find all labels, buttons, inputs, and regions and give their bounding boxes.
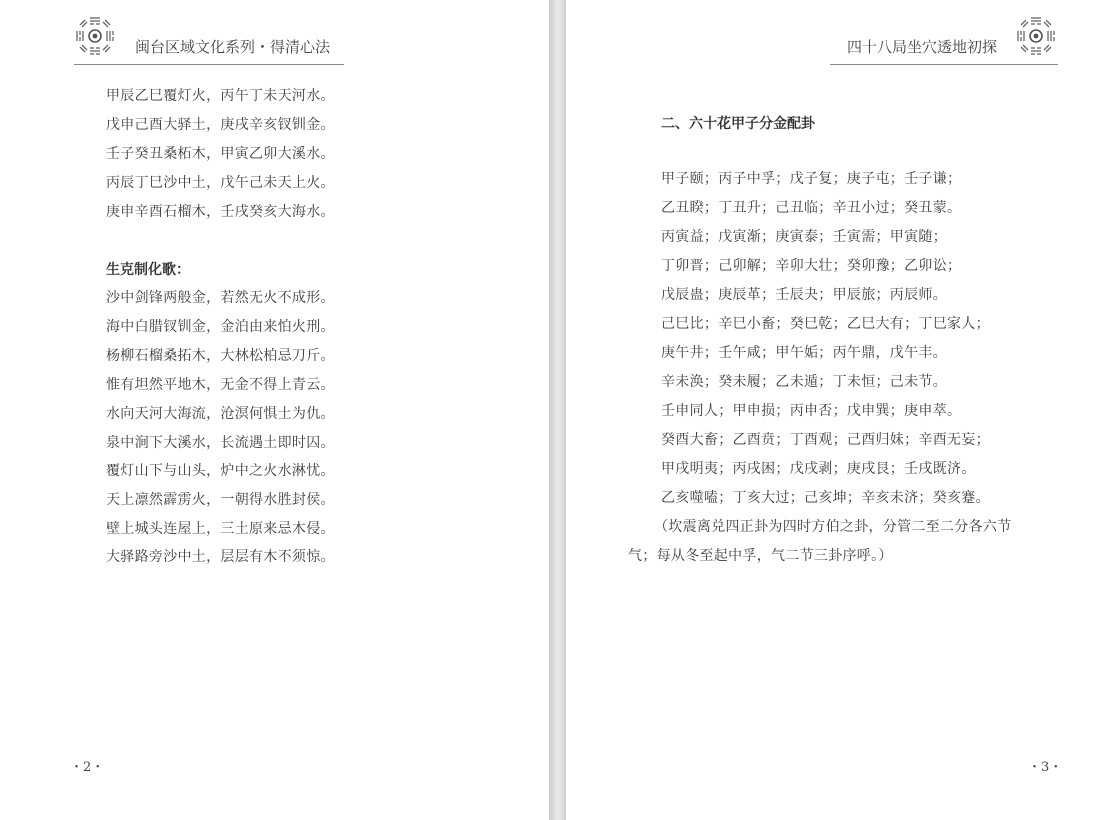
hexagram-line: 乙丑睽；丁丑升；己丑临；辛丑小过；癸丑蒙。: [661, 200, 962, 216]
song-line: 沙中剑锋两般金，若然无火不成形。: [106, 290, 335, 306]
hexagram-line: 壬申同人；甲申损；丙申否；戊申巽；庚申萃。: [661, 403, 962, 419]
page-number: ・3・: [1028, 760, 1063, 775]
page-number: ・2・: [70, 760, 105, 775]
hexagram-line: 庚午井；壬午咸；甲午姤；丙午鼎，戊午丰。: [661, 345, 947, 361]
song-line: 海中白腊钗钏金，金泊由来怕火刑。: [106, 319, 335, 335]
song-line: 壁上城头连屋上，三土原来忌木侵。: [106, 521, 335, 537]
right-page: [566, 0, 1118, 820]
header-rule: [830, 64, 1058, 65]
song-line: 惟有坦然平地木，无金不得上青云。: [106, 377, 335, 393]
note-line: 气；每从冬至起中孚，气二节三卦序呼。）: [628, 548, 893, 564]
song-line: 大驿路旁沙中土，层层有木不须惊。: [106, 549, 335, 565]
hexagram-line: 辛未涣；癸未履；乙未遁；丁未恒；己未节。: [661, 374, 947, 390]
section-heading: 二、六十花甲子分金配卦: [661, 116, 815, 132]
book-gutter: [549, 0, 566, 820]
hexagram-line: 乙亥噬嗑；丁亥大过；己亥坤；辛亥未济；癸亥蹇。: [661, 490, 990, 506]
verse-line: 庚申辛酉石榴木，壬戌癸亥大海水。: [106, 204, 335, 220]
song-line: 杨柳石榴桑拓木，大林松柏忌刀斤。: [106, 348, 335, 364]
verse-line: 甲辰乙巳覆灯火，丙午丁未天河水。: [106, 88, 335, 104]
verse-line: 壬子癸丑桑柘木，甲寅乙卯大溪水。: [106, 146, 335, 162]
hexagram-line: 戊辰蛊；庚辰革；壬辰夬；甲辰旅；丙辰师。: [661, 287, 947, 303]
note-line: （坎震离兑四正卦为四时方伯之卦，分管二至二分各六节: [654, 519, 1012, 535]
series-title: 闽台区域文化系列・得清心法: [135, 38, 331, 56]
bagua-icon: [73, 14, 117, 58]
song-line: 水向天河大海流，沧溟何惧土为仇。: [106, 406, 335, 422]
song-line: 泉中涧下大溪水，长流遇土即时囚。: [106, 435, 335, 451]
song-heading: 生克制化歌：: [106, 262, 190, 278]
song-line: 覆灯山下与山头，炉中之火水淋忧。: [106, 463, 335, 479]
chapter-title: 四十八局坐穴透地初探: [847, 38, 998, 56]
hexagram-line: 甲子颐；丙子中孚；戊子复；庚子屯；壬子谦；: [661, 171, 962, 187]
verse-line: 丙辰丁巳沙中土，戊午己未天上火。: [106, 175, 335, 191]
verse-line: 戊申己酉大驿土，庚戌辛亥钗钏金。: [106, 117, 335, 133]
hexagram-line: 甲戌明夷；丙戌困；戊戌剥；庚戌艮；壬戌既济。: [661, 461, 976, 477]
left-page: [0, 0, 549, 820]
hexagram-line: 丙寅益；戊寅渐；庚寅泰；壬寅需；甲寅随；: [661, 229, 947, 245]
song-line: 天上凛然霹雳火，一朝得水胜封侯。: [106, 492, 335, 508]
hexagram-line: 癸酉大畜；乙酉贲；丁酉观；己酉归妹；辛酉无妄；: [661, 432, 990, 448]
header-rule: [74, 64, 344, 65]
hexagram-line: 己巳比；辛巳小畜；癸巳乾；乙巳大有；丁巳家人；: [661, 316, 990, 332]
hexagram-line: 丁卯晋；己卯解；辛卯大壮；癸卯豫；乙卯讼；: [661, 258, 962, 274]
bagua-icon: [1014, 14, 1058, 58]
